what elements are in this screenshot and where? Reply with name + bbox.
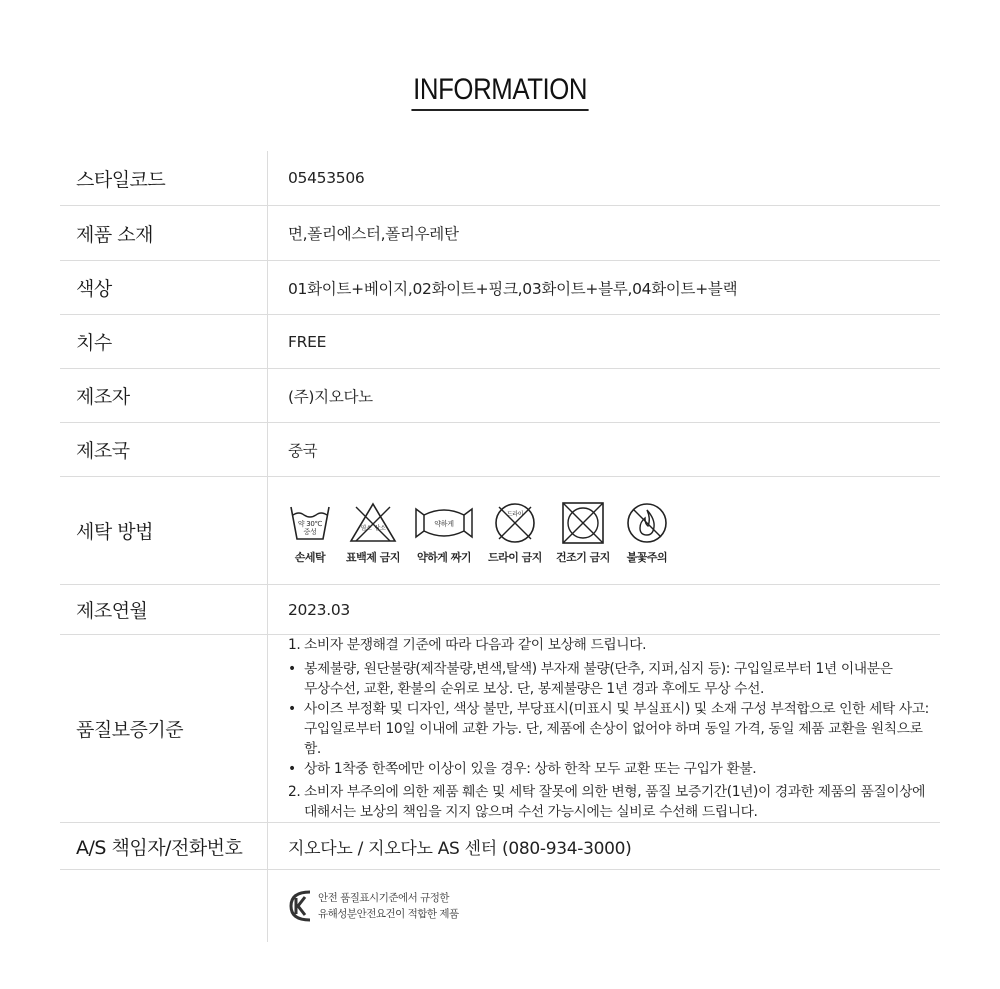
quality-line: 구입일로부터 10일 이내에 교환 가능. 단, 제품에 손상이 없어야 하며 동일 가격, 동일 제품 교환을 원칙으로 함. — [304, 720, 923, 757]
title-wrap — [0, 72, 1000, 111]
quality-item — [288, 699, 940, 759]
row-color — [60, 261, 940, 315]
care-label: 약하게 짜기 — [416, 550, 471, 564]
quality-line: 무상수선, 교환, 환불의 순위로 보상. 단, 봉제불량은 1년 경과 후에도 무상 수선. — [304, 680, 764, 697]
care-fire-caution — [624, 501, 670, 565]
quality-mark: • — [288, 660, 296, 677]
row-as — [60, 823, 940, 870]
kc-certification — [288, 889, 459, 923]
quality-line: 상하 1착중 한쪽에만 이상이 있을 경우: 상하 한착 모두 교환 또는 구입가 환불. — [304, 760, 757, 777]
quality-mark: 1. — [288, 637, 301, 653]
care-no-bleach — [346, 501, 400, 565]
care-hand-wash — [288, 501, 332, 565]
row-value: 지오다노 / 지오다노 AS 센터 (080-934-3000) — [288, 838, 632, 859]
kc-line: 안전 품질표시기준에서 규정한 — [318, 892, 450, 904]
care-inner-text: 약하게 — [434, 519, 454, 528]
care-gentle-wring — [414, 501, 474, 565]
quality-line: 봉제불량, 원단불량(제작불량,변색,탈색) 부자재 불량(단추, 지퍼,심지 등): 구입일로부터 1년 이내분은 — [304, 660, 893, 677]
row-label: 제조자 — [60, 369, 268, 422]
care-no-dry-clean — [488, 501, 542, 565]
quality-mark: • — [288, 760, 296, 777]
quality-item — [288, 659, 893, 699]
row-label: 세탁 방법 — [60, 477, 268, 584]
kc-line: 유해성분안전요건이 적합한 제품 — [318, 908, 459, 920]
row-washing — [60, 477, 940, 585]
row-label: 색상 — [60, 261, 268, 314]
row-label: 제조국 — [60, 423, 268, 476]
kc-text — [318, 890, 459, 922]
care-label: 드라이 금지 — [487, 550, 542, 564]
row-label: 제품 소재 — [60, 206, 268, 260]
row-style-code — [60, 151, 940, 206]
row-value: 2023.03 — [288, 600, 350, 619]
care-inner-text: 드라이 — [506, 510, 524, 518]
quality-line: 대해서는 보상의 책임을 지지 않으며 수선 가능시에는 실비로 수선해 드립니다. — [304, 804, 758, 820]
row-value: 05453506 — [288, 169, 365, 187]
quality-line: 사이즈 부정확 및 디자인, 색상 불만, 부당표시(미표시 및 부실표시) 및 소재 구성 부적합으로 인한 세탁 사고: — [304, 700, 929, 717]
row-quality — [60, 635, 940, 823]
row-size — [60, 315, 940, 369]
no-dry-clean-icon — [492, 501, 538, 545]
kc-mark-icon — [288, 889, 314, 923]
row-value: 면,폴리에스터,폴리우레탄 — [288, 225, 459, 243]
quality-mark: 2. — [288, 784, 301, 800]
row-label-empty — [60, 870, 268, 942]
info-table — [60, 151, 940, 942]
care-label: 건조기 금지 — [555, 550, 610, 564]
row-label: 치수 — [60, 315, 268, 368]
quality-item — [288, 759, 756, 779]
row-label: A/S 책임자/전화번호 — [60, 823, 268, 869]
row-country — [60, 423, 940, 477]
quality-text — [268, 635, 940, 822]
no-tumble-dry-icon — [560, 501, 606, 545]
care-label: 손세탁 — [294, 550, 326, 564]
care-icons — [288, 497, 684, 565]
row-date — [60, 585, 940, 635]
row-label: 스타일코드 — [60, 151, 268, 205]
quality-line: 소비자 부주의에 의한 제품 훼손 및 세탁 잘못에 의한 변형, 품질 보증기간(1년)이 경과한 제품의 품질이상에 — [304, 784, 926, 800]
care-label: 불꽃주의 — [626, 550, 668, 564]
row-maker — [60, 369, 940, 423]
row-label: 제조연월 — [60, 585, 268, 634]
row-kc — [60, 870, 940, 942]
row-value: (주)지오다노 — [288, 387, 373, 406]
row-label: 품질보증기준 — [60, 635, 268, 822]
care-label: 표백제 금지 — [346, 550, 400, 564]
care-icons-cell — [268, 477, 940, 584]
quality-item — [288, 782, 925, 822]
row-value: 01화이트+베이지,02화이트+핑크,03화이트+블루,04화이트+블랙 — [288, 279, 738, 298]
care-inner-text: 염소 — [360, 524, 372, 532]
row-value: FREE — [288, 332, 327, 351]
kc-cell — [268, 870, 940, 942]
fire-caution-icon — [624, 501, 670, 545]
quality-line: 소비자 분쟁해결 기준에 따라 다음과 같이 보상해 드립니다. — [304, 637, 647, 653]
care-inner-text: 중성 — [303, 527, 317, 536]
row-value: 중국 — [288, 441, 318, 460]
quality-item — [288, 635, 646, 655]
gentle-wring-icon — [414, 501, 474, 545]
care-inner-text: 약 30℃ — [297, 519, 323, 528]
care-no-tumble-dry — [556, 501, 610, 565]
care-inner-text: 산소 — [374, 524, 386, 532]
quality-mark: • — [288, 700, 296, 717]
page-title: INFORMATION — [411, 72, 588, 111]
row-material — [60, 206, 940, 261]
no-bleach-icon — [348, 501, 398, 545]
hand-wash-icon — [288, 501, 332, 545]
